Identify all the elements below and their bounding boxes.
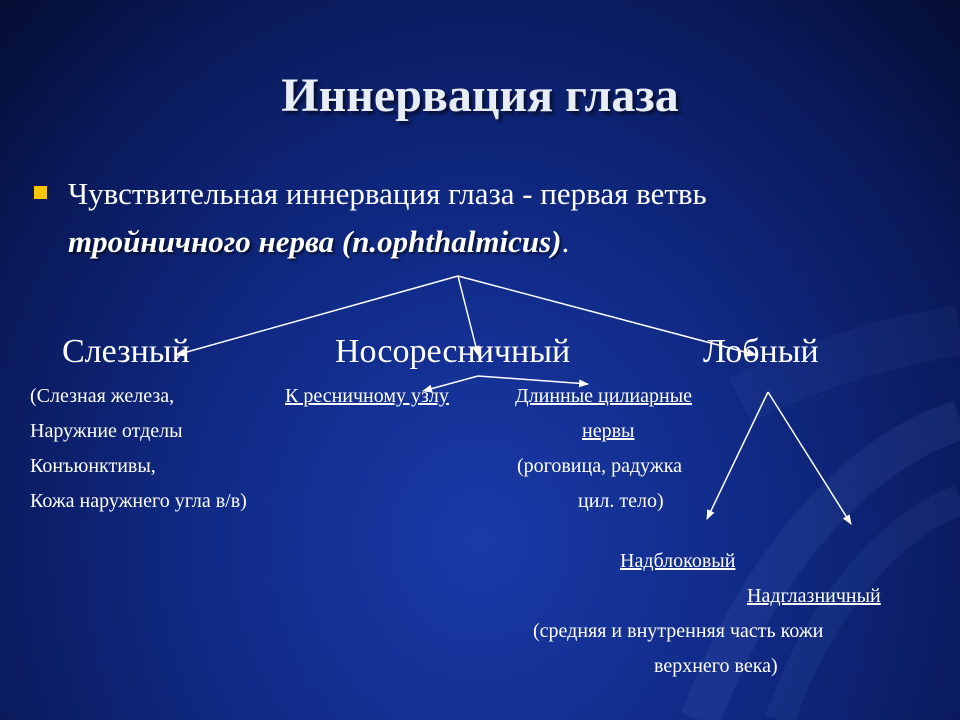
lacrimal-target-2: Наружние отделы	[30, 420, 183, 442]
long-ciliary-nerves-label-line2: нервы	[582, 420, 635, 442]
connector-to-nasociliary	[458, 276, 478, 355]
branch-lacrimal: Слезный	[62, 333, 190, 370]
connector-to-ciliary-ganglion	[423, 376, 478, 391]
frontal-targets-line1: (средняя и внутренняя часть кожи	[533, 620, 824, 642]
slide-title: Иннервация глаза	[281, 69, 679, 122]
lacrimal-target-1: (Слезная железа,	[30, 385, 175, 407]
nerve-name-emphasis: тройничного нерва (n.ophthalmicus)	[68, 224, 562, 259]
bullet-text-line1: Чувствительная иннервация глаза - первая ветвь	[68, 176, 707, 211]
connector-to-long-ciliary	[478, 376, 588, 384]
supraorbital-nerve-label: Надглазничный	[747, 585, 881, 607]
lacrimal-target-3: Конъюнктивы,	[30, 455, 156, 477]
frontal-targets-line2: верхнего века)	[654, 655, 778, 677]
bullet-line2-end: .	[561, 224, 570, 259]
long-ciliary-targets-line1: (роговица, радужка	[517, 455, 682, 477]
long-ciliary-nerves-label-line1: Длинные цилиарные	[515, 385, 693, 407]
ciliary-ganglion-label: К ресничному узлу	[285, 385, 449, 407]
connector-to-supraorbital	[768, 392, 851, 524]
branch-nasociliary: Носоресничный	[335, 333, 571, 370]
branch-frontal: Лобный	[703, 333, 819, 370]
connector-to-frontal	[458, 276, 756, 355]
connector-to-supratrochlear	[707, 392, 768, 519]
long-ciliary-targets-line2: цил. тело)	[578, 490, 664, 512]
connector-to-lacrimal	[176, 276, 458, 355]
lacrimal-target-4: Кожа наружнего угла в/в)	[30, 490, 247, 512]
supratrochlear-nerve-label: Надблоковый	[620, 550, 736, 572]
